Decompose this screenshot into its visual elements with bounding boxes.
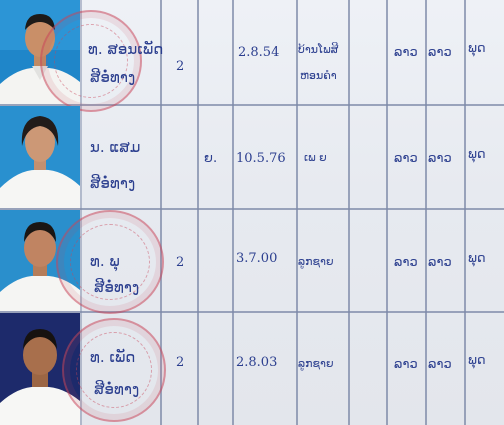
grid-line (464, 0, 466, 425)
official-stamp (62, 318, 166, 422)
religion: ພຸດ (468, 147, 486, 162)
row-status: ຍ. (204, 151, 218, 166)
person-surname: ສີອໍ່ທາງ (94, 380, 140, 398)
official-stamp (40, 10, 142, 112)
person-name: ທ. ສອນເພັດ (88, 40, 164, 58)
grid-line (425, 0, 427, 425)
birth-date: 2.8.03 (236, 355, 278, 370)
ethnicity: ລາວ (428, 357, 452, 372)
person-name: ນ. ແສມ (90, 138, 141, 156)
person-name: ທ. ພຸ (90, 252, 120, 270)
ethnicity: ລາວ (428, 255, 452, 270)
nationality: ລາວ (394, 151, 418, 166)
grid-line (348, 0, 350, 425)
birth-date: 2.8.54 (238, 45, 280, 60)
relation-line-1: ລູກຊາຍ (298, 357, 334, 370)
relation-line-1: ລູກຊາຍ (298, 255, 334, 268)
grid-line (386, 0, 388, 425)
relation-line-1: ເພ ຍ (304, 151, 327, 164)
row-code: 2 (176, 255, 185, 270)
religion: ພຸດ (468, 251, 486, 266)
birth-date: 10.5.76 (236, 151, 286, 166)
birth-date: 3.7.00 (236, 251, 278, 266)
religion: ພຸດ (468, 41, 486, 56)
row-code: 2 (176, 355, 185, 370)
person-surname: ສີອໍ່ທາງ (90, 68, 136, 86)
ethnicity: ລາວ (428, 151, 452, 166)
relation-line-2: ຫອນຄໍາ (300, 69, 337, 82)
nationality: ລາວ (394, 357, 418, 372)
person-surname: ສີອໍ່ທາງ (94, 278, 140, 296)
grid-line (232, 0, 234, 425)
nationality: ລາວ (394, 45, 418, 60)
ethnicity: ລາວ (428, 45, 452, 60)
person-name: ທ. ເພັດ (90, 348, 136, 366)
grid-line (197, 0, 199, 425)
person-photo (0, 106, 80, 208)
row-code: 2 (176, 59, 185, 74)
nationality: ລາວ (394, 255, 418, 270)
religion: ພຸດ (468, 353, 486, 368)
relation-line-1: ບ້ານໂພສີ (298, 43, 339, 56)
person-surname: ສີອໍ່ທາງ (90, 174, 136, 192)
